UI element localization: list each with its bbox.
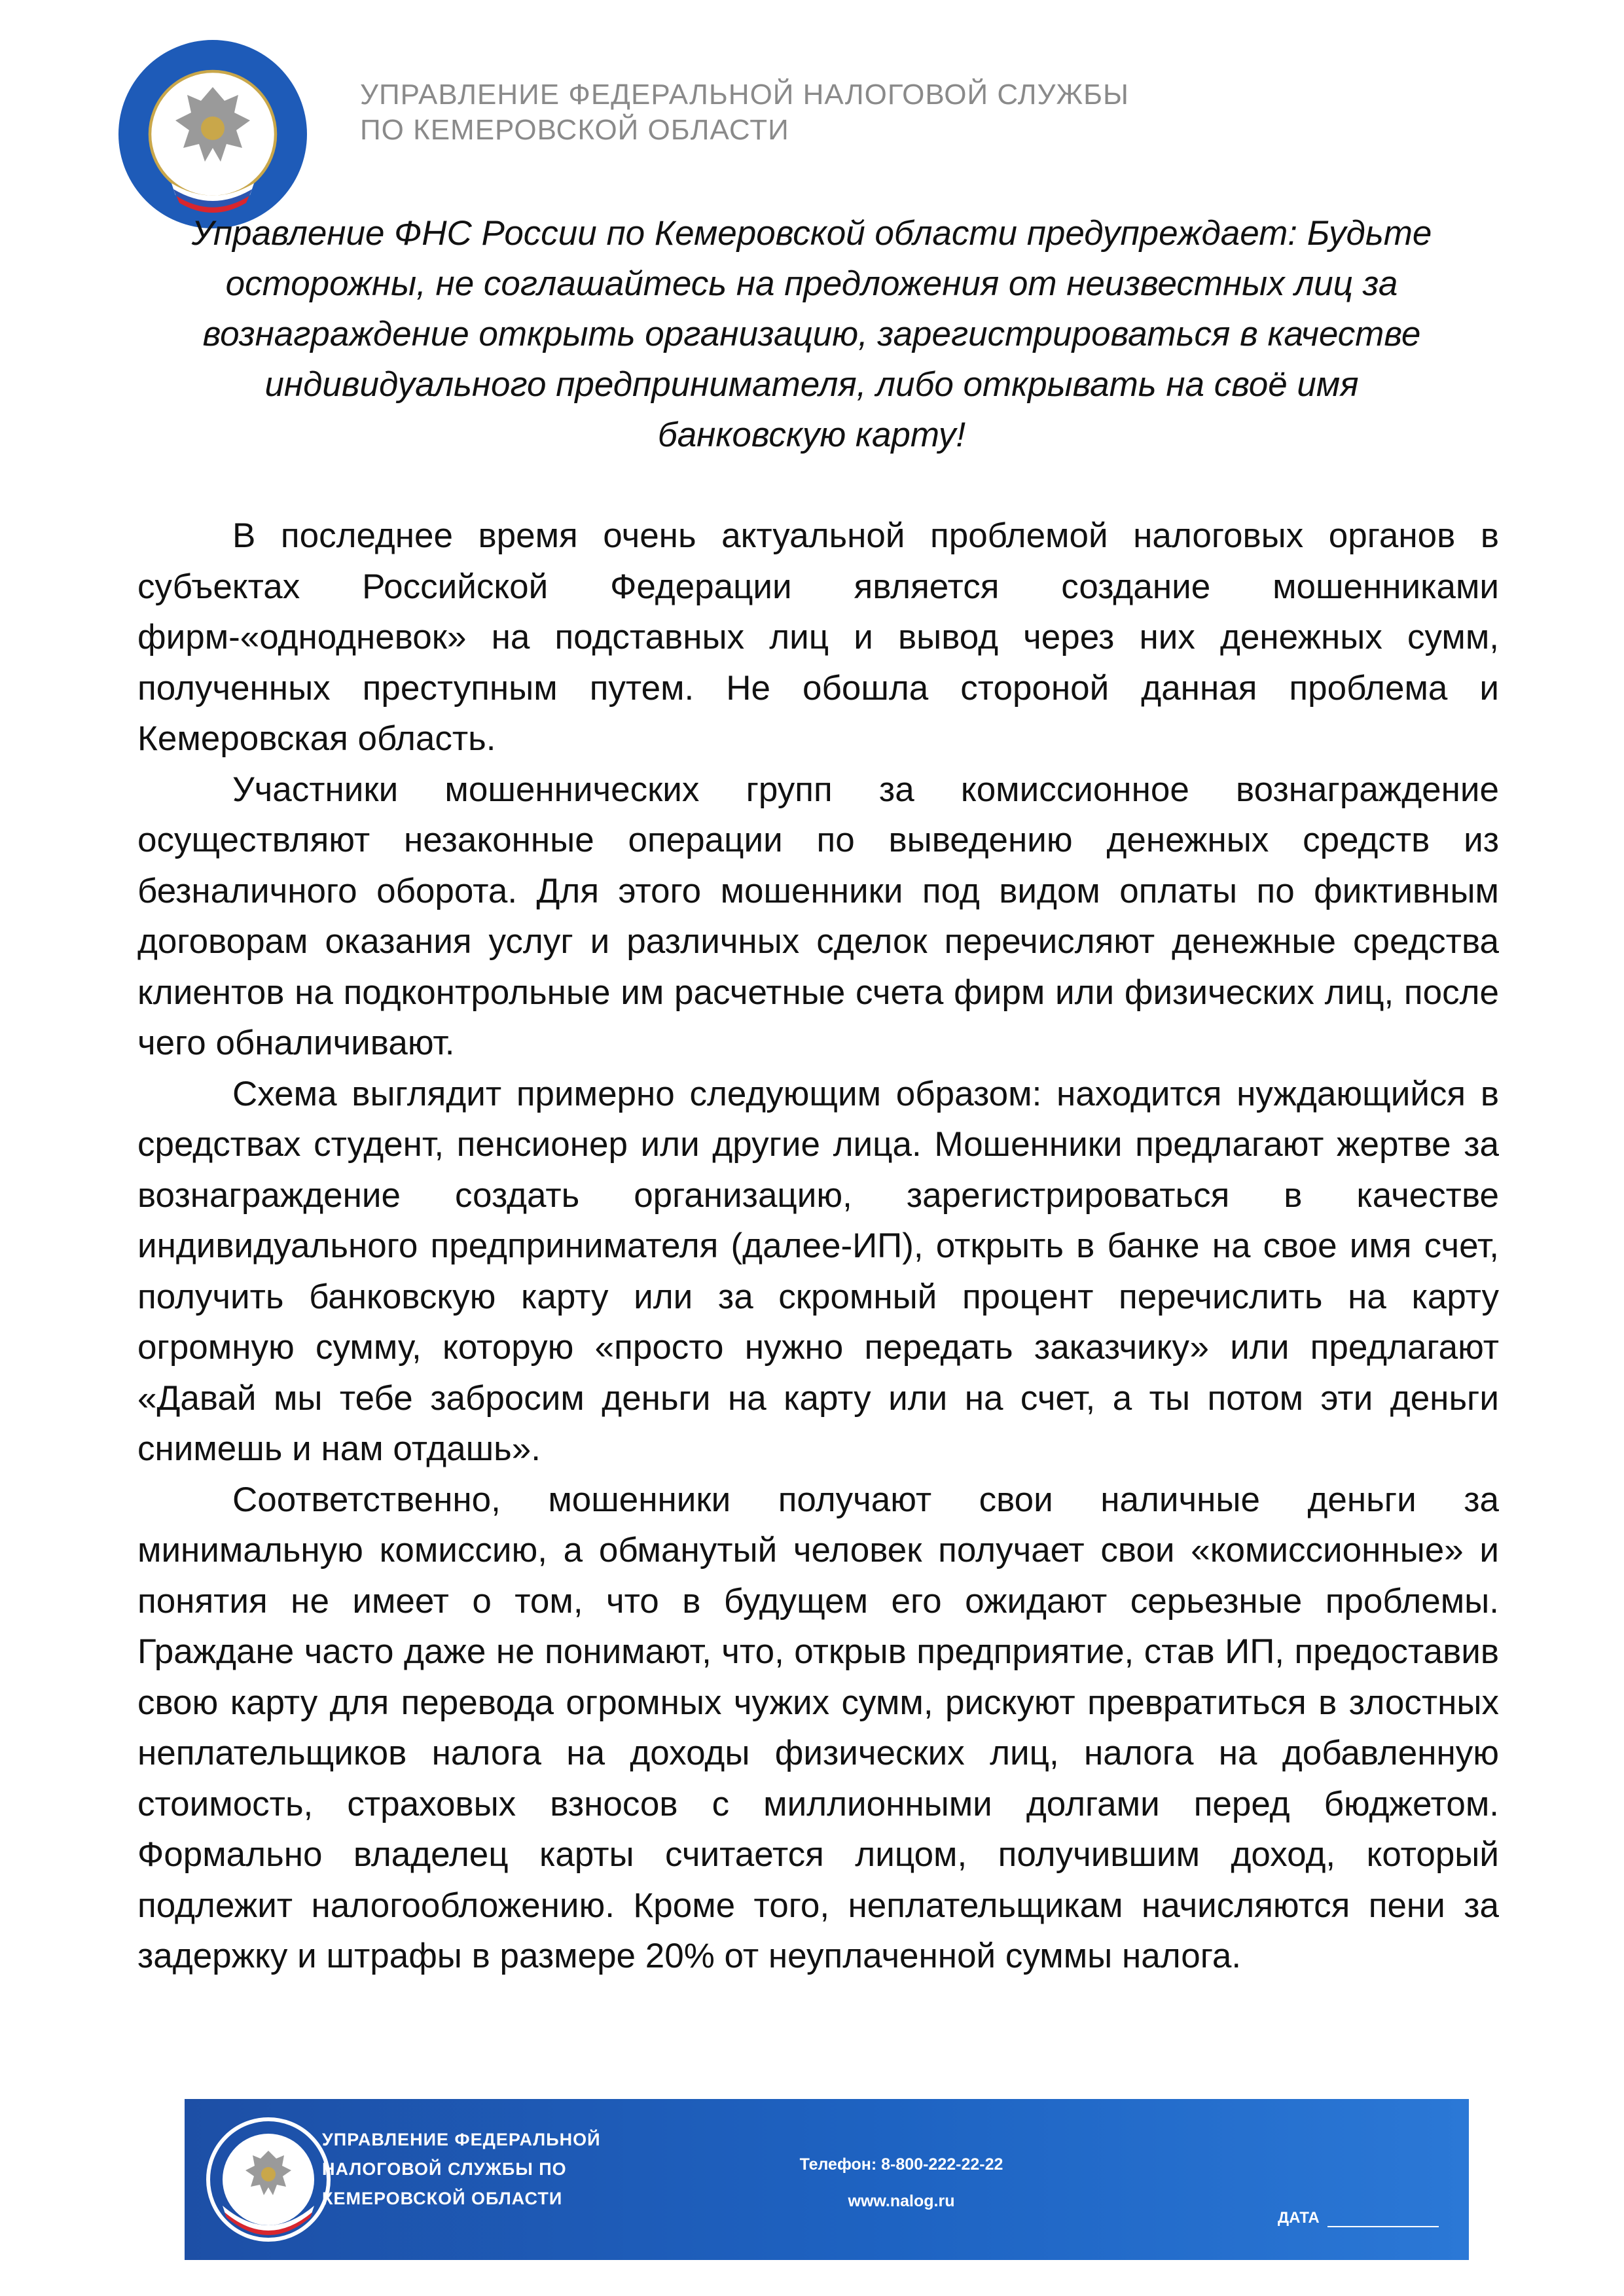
footer-date-label: ДАТА (1278, 2209, 1320, 2227)
warning-line: осторожны, не соглашайтесь на предложения от неизвестных лиц за (225, 264, 1398, 303)
paragraph: В последнее время очень актуальной проблемой налоговых органов в субъектах Российской Федерации является создание мошенниками фирм-«однодневок» на подставных лиц и вывод через них денежных сумм, полученных преступным путем. Не обошла стороной данная проблема и Кемеровская область. (137, 516, 1499, 758)
footer-phone: Телефон: 8-800-222-22-22 (799, 2155, 1003, 2174)
warning-line: индивидуального предпринимателя, либо открывать на своё имя (264, 365, 1359, 404)
footer-org-line: КЕМЕРОВСКОЙ ОБЛАСТИ (322, 2189, 563, 2208)
footer-website: www.nalog.ru (848, 2192, 955, 2210)
warning-line: вознаграждение открыть организацию, зарегистрироваться в качестве (202, 315, 1421, 353)
warning-line: Управление ФНС России по Кемеровской области предупреждает: Будьте (191, 214, 1432, 253)
footer-org-line: НАЛОГОВОЙ СЛУЖБЫ ПО (322, 2159, 567, 2179)
fns-emblem-icon (115, 36, 311, 232)
footer-date-field (1278, 2209, 1448, 2227)
footer-contacts (738, 2146, 1065, 2219)
footer-org-line: УПРАВЛЕНИЕ ФЕДЕРАЛЬНОЙ (322, 2130, 601, 2149)
paragraph: Соответственно, мошенники получают свои наличные деньги за минимальную комиссию, а обманутый человек получает свои «комиссионные» и понятия не имеет о том, что в будущем его ожидают серьезные проблемы. Граждане часто даже не понимают, что, открыв предприятие, став ИП, предоставив свою карту для перевода огромных чужих сумм, рискуют превратиться в злостных неплательщиков налога на доходы физических лиц, налога на добавленную стоимость, страховых взносов с миллионными долгами перед бюджетом. Формально владелец карты считается лицом, получившим доход, который подлежит налогообложению. Кроме того, неплательщикам начисляются пени за задержку и штрафы в размере 20% от неуплаченной суммы налога. (137, 1480, 1499, 1975)
fns-emblem-icon (203, 2111, 334, 2248)
warning-statement (124, 208, 1499, 460)
organization-header (360, 77, 1211, 148)
footer-organization-name (322, 2125, 649, 2214)
header-title-line: УПРАВЛЕНИЕ ФЕДЕРАЛЬНОЙ НАЛОГОВОЙ СЛУЖБЫ (360, 79, 1129, 111)
warning-line: банковскую карту! (657, 416, 966, 454)
paragraph: Схема выглядит примерно следующим образом: находится нуждающийся в средствах студент, пенсионер или другие лица. Мошенники предлагают жертве за вознаграждение создать организацию, зарегистрироваться в качестве индивидуального предпринимателя (далее-ИП), открыть в банке на свое имя счет, получить банковскую карту или за скромный процент перечислить на карту огромную сумму, которую «просто нужно передать заказчику» или предлагают «Давай мы тебе забросим деньги на карту или на счет, а ты потом эти деньги снимешь и нам отдашь». (137, 1074, 1499, 1468)
article-body (137, 511, 1499, 1982)
date-blank-line (1327, 2210, 1439, 2227)
paragraph: Участники мошеннических групп за комиссионное вознаграждение осуществляют незаконные операции по выведению денежных средств из безналичного оборота. Для этого мошенники под видом оплаты по фиктивным договорам оказания услуг и различных сделок перечисляют денежные средства клиентов на подконтрольные им расчетные счета фирм или физических лиц, после чего обналичивают. (137, 770, 1499, 1062)
footer-banner (185, 2099, 1469, 2260)
header-title-line: ПО КЕМЕРОВСКОЙ ОБЛАСТИ (360, 114, 789, 146)
